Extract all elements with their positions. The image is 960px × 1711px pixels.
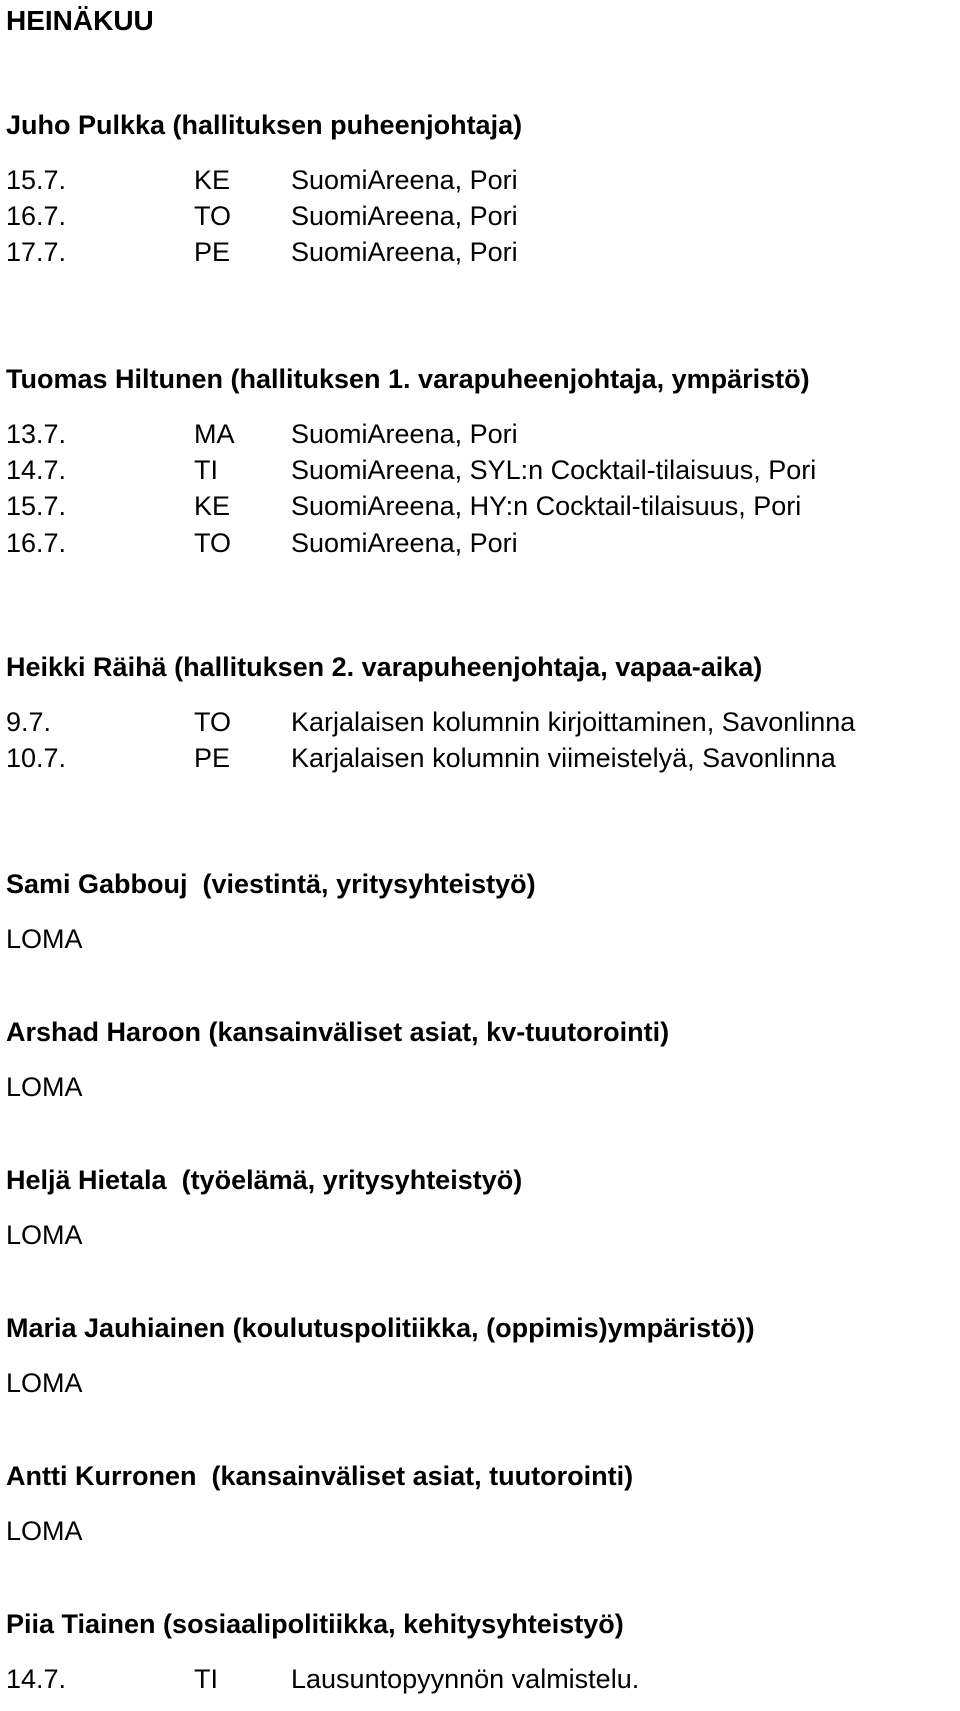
status-loma: LOMA (6, 1220, 83, 1250)
event-row (6, 740, 954, 776)
person-name: Antti Kurronen (kansainväliset asiat, tuutorointi) (6, 1461, 634, 1491)
person-section-arshad-haroon (6, 1014, 954, 1105)
event-weekday: KE (194, 491, 231, 522)
event-weekday: TO (194, 201, 232, 232)
event-weekday: KE (194, 165, 231, 195)
status-loma: LOMA (6, 1516, 83, 1546)
event-date: 15.7. (6, 491, 67, 522)
event-weekday: PE (194, 743, 231, 774)
person-name: Maria Jauhiainen (koulutuspolitiikka, (oppimis)ympäristö)) (6, 1313, 755, 1343)
status-loma: LOMA (6, 1072, 83, 1102)
person-section-juho-pulkka (6, 107, 954, 271)
event-weekday: MA (194, 419, 235, 449)
event-description: SuomiAreena, SYL:n Cocktail-tilaisuus, Pori (291, 455, 817, 486)
event-row (6, 452, 954, 488)
month-heading: HEINÄKUU (6, 5, 154, 36)
person-name: Tuomas Hiltunen (hallituksen 1. varapuheenjohtaja, ympäristö) (6, 364, 810, 394)
event-description: Lausuntopyynnön valmistelu. (291, 1664, 640, 1694)
event-weekday: TO (194, 527, 232, 558)
event-description: SuomiAreena, Pori (291, 527, 518, 558)
event-date: 15.7. (6, 165, 67, 195)
status-loma: LOMA (6, 924, 83, 954)
event-description: SuomiAreena, Pori (291, 237, 518, 268)
person-section-tuomas-hiltunen (6, 361, 954, 561)
person-name: Sami Gabbouj (viestintä, yritysyhteistyö) (6, 869, 536, 899)
event-row (6, 198, 954, 234)
event-row (6, 162, 954, 198)
person-name: Heikki Räihä (hallituksen 2. varapuheenjohtaja, vapaa-aika) (6, 652, 763, 682)
event-description: SuomiAreena, Pori (291, 201, 518, 232)
event-description: SuomiAreena, HY:n Cocktail-tilaisuus, Pori (291, 491, 802, 522)
event-date: 10.7. (6, 743, 67, 774)
event-list (6, 704, 954, 776)
status-loma: LOMA (6, 1368, 83, 1398)
person-name: Juho Pulkka (hallituksen puheenjohtaja) (6, 110, 523, 140)
event-row (6, 234, 954, 270)
event-date: 9.7. (6, 707, 52, 737)
event-list (6, 1661, 954, 1697)
person-name: Piia Tiainen (sosiaalipolitiikka, kehitysyhteistyö) (6, 1609, 624, 1639)
event-date: 14.7. (6, 455, 67, 486)
event-row (6, 704, 954, 740)
person-section-helja-hietala (6, 1162, 954, 1253)
person-section-heikki-raiha (6, 649, 954, 776)
person-section-maria-jauhiainen (6, 1310, 954, 1401)
event-list (6, 162, 954, 271)
event-row (6, 1661, 954, 1697)
event-weekday: TI (194, 1664, 218, 1694)
event-description: SuomiAreena, Pori (291, 165, 518, 195)
event-row (6, 488, 954, 524)
person-name: Arshad Haroon (kansainväliset asiat, kv-tuutorointi) (6, 1017, 670, 1047)
event-description: Karjalaisen kolumnin kirjoittaminen, Savonlinna (291, 707, 856, 737)
event-list (6, 416, 954, 561)
event-date: 16.7. (6, 527, 67, 558)
event-description: Karjalaisen kolumnin viimeistelyä, Savonlinna (291, 743, 836, 774)
event-date: 13.7. (6, 419, 67, 449)
person-section-antti-kurronen (6, 1458, 954, 1549)
event-row (6, 525, 954, 561)
event-date: 16.7. (6, 201, 67, 232)
event-date: 17.7. (6, 237, 67, 268)
event-weekday: TI (194, 455, 218, 486)
person-section-piia-tiainen (6, 1606, 954, 1697)
event-description: SuomiAreena, Pori (291, 419, 518, 449)
event-weekday: PE (194, 237, 231, 268)
event-weekday: TO (194, 707, 232, 737)
event-date: 14.7. (6, 1664, 67, 1694)
person-section-sami-gabbouj (6, 866, 954, 957)
event-row (6, 416, 954, 452)
person-name: Heljä Hietala (työelämä, yritysyhteistyö) (6, 1165, 523, 1195)
